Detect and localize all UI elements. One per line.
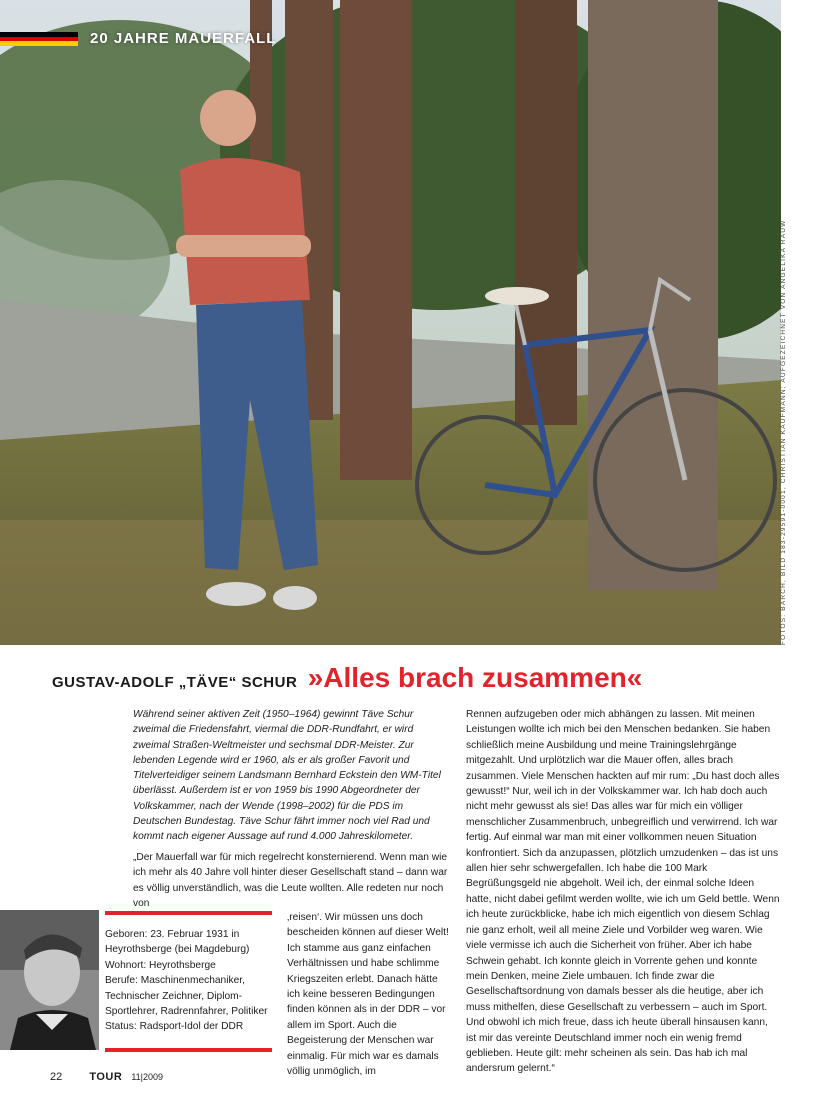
fact-status (105, 1019, 280, 1034)
photo-credit: FOTOS: BARCH, BILD 183-29591-0001, CHRISTIAN KAUFMANN; AUFGEZEICHNET VON ANGELIKA RAUW (780, 219, 787, 645)
intro-text: Während seiner aktiven Zeit (1950–1964) gewinnt Täve Schur zweimal die Friedensfahrt, viermal die DDR-Rundfahrt, er wird zweimal Straßen-Weltmeister und sechsmal DDR-Meister. Zur lebenden Legende wird er 1960, als er als großer Favorit und Titelverteidiger seinem Landsmann Bernhard Eckstein den WM-Titel überlässt. Außerdem ist er von 1959 bis 1990 Abgeordneter der Volkskammer, nach der Wende (1998–2002) für die PDS im Deutschen Bundestag. Täve Schur fährt immer noch viel Rad und kommt nach eigener Aussage auf rund 4.000 Jahreskilometer. (133, 709, 441, 843)
fact-born-value: 23. Februar 1931 in Heyrothsberge (bei Magdeburg) (105, 929, 250, 956)
fact-status-value: Radsport-Idol der DDR (139, 1021, 244, 1033)
portrait-photo (0, 910, 99, 1050)
factbox-top-bar (105, 911, 272, 915)
body-column-1-narrow: ‚reisen‘. Wir müssen uns doch bescheiden können auf dieser Welt! Ich stamme aus ganz einfachen Verhältnissen und habe schlimme Kriegszeiten erlebt. Danach hätte ich keine besseren Bedingungen finden können als in der DDR – vor allem im Sport. Auch die Begeisterung der Menschen war einmalig. Für mich war es damals völlig unmöglich, im (287, 912, 449, 1078)
factbox (105, 927, 280, 1035)
flag-stripe-gold (0, 41, 78, 46)
fact-jobs (105, 973, 280, 1019)
page-number: 22 (50, 1071, 63, 1083)
german-flag-icon (0, 32, 78, 46)
magazine-name: TOUR (89, 1071, 123, 1083)
fact-residence-value: Heyrothsberge (149, 959, 216, 971)
factbox-bottom-bar (105, 1048, 272, 1052)
headline-quote: »Alles brach zusammen« (307, 662, 643, 693)
fact-jobs-label: Berufe: (105, 975, 138, 987)
portrait-illustration (0, 910, 99, 1050)
body-column-2: Rennen aufzugeben oder mich abhängen zu lassen. Mit meinen Leistungen wollte ich mich bei den Menschen bedanken. Sie haben schließlich meine Ausbildung und meine Trainingslehrgänge mitgezahlt. Und urplötzlich war die Mauer offen, alles brach zusammen. Viele Menschen hackten auf mir rum: „Du hast doch alles gewusst!“ Nur, weil ich in der Volkskammer war. Ich hab doch auch nicht mehr gewusst als sie! Das alles war für mich ein völliger menschlicher Zusammenbruch, unbegreiflich und verwirrend. Ich war fertig. Auf einmal war man mit einer vollkommen neuen Situation konfrontiert. Sich da anzupassen, plötzlich umzudenken – das ist uns allen hier sehr schwergefallen. Ich habe die 100 Mark Begrüßungsgeld nie abgeholt. Weil ich, der einmal solche Ideen hatte, nicht dabei gefilmt werden wollte, wie ich um Geld bettle. Wenn ich heute zurückblicke, habe ich mich eigentlich von diesem Schlag nie ganz erholt, weil all meine Ziele und Vorbilder weg waren. Wie viele vermisse ich auch die Sicherheit von früher. Aber ich habe Schwein gehabt. Ich konnte gleich in Vorrente gehen und konnte mein Denken, meine Ziele umbauen. Ich finde zwar die Gesellschaftsordnung von damals besser als die heutige, aber ich muss mithelfen, diese Gesellschaft zu verbessern – auch im Sport. Und obwohl ich mich freue, dass ich heute überall hinsausen kann, ist mir das vereinte Deutschland immer noch ein wenig fremd geblieben. Heute gilt: mehr scheinen als sein. Das hab ich mal andersrum gelernt.“ (466, 709, 780, 1075)
page-footer (50, 1071, 163, 1083)
fact-born-label: Geboren: (105, 929, 148, 940)
headline-name: GUSTAV-ADOLF „TÄVE“ SCHUR (52, 674, 298, 691)
fact-born (105, 927, 280, 958)
issue-number: 11|2009 (131, 1072, 164, 1082)
fact-residence (105, 958, 280, 973)
fact-status-label: Status: (105, 1021, 137, 1033)
section-kicker: 20 JAHRE MAUERFALL (90, 30, 277, 47)
article-headline (52, 662, 642, 694)
body-column-1: „Der Mauerfall war für mich regelrecht konsternierend. Wenn man wie ich mehr als 40 Jahre voll hinter dieser Gesellschaft stand – dann war es völlig unverständlich, was die Leute wollten. Alle redeten nur noch von (133, 852, 448, 910)
fact-jobs-value: Maschinenmechaniker, Technischer Zeichner, Diplom-Sportlehrer, Radrennfahrer, Politiker (105, 975, 268, 1018)
fact-residence-label: Wohnort: (105, 959, 147, 971)
